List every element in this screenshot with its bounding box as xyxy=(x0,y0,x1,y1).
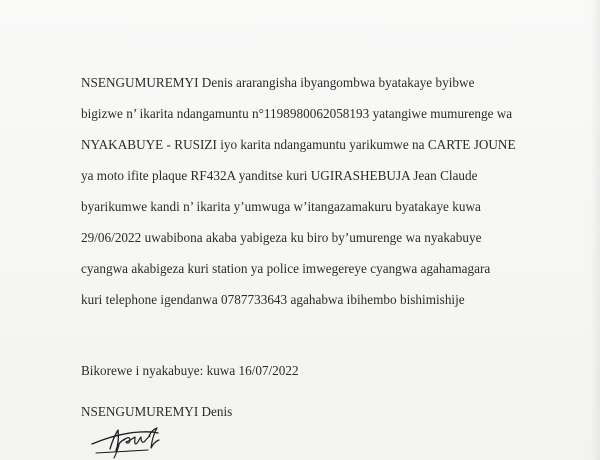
letter-body xyxy=(81,67,581,315)
letter-line: byarikumwe kandi n’ ikarita y’umwuga w’itangazamakuru byatakaye kuwa xyxy=(81,199,481,214)
closing-place-date: Bikorewe i nyakabuye: kuwa 16/07/2022 xyxy=(81,363,299,378)
letter-line: NSENGUMUREMYI Denis ararangisha ibyangombwa byatakaye byibwe xyxy=(81,75,475,90)
handwritten-signature xyxy=(88,418,178,460)
letter-line: 29/06/2022 uwabibona akaba yabigeza ku biro by’umurenge wa nyakabuye xyxy=(81,230,482,245)
letter-line: bigizwe n’ ikarita ndangamuntu n°1198980062058193 yatangiwe mumurenge wa xyxy=(81,106,513,121)
signer-name: NSENGUMUREMYI Denis xyxy=(81,404,233,419)
page-edge-shadow xyxy=(590,0,600,460)
letter-line: ya moto ifite plaque RF432A yanditse kuri UGIRASHEBUJA Jean Claude xyxy=(81,168,478,183)
letter-line: kuri telephone igendanwa 0787733643 agahabwa ibihembo bishimishije xyxy=(81,292,465,307)
letter-line: NYAKABUYE - RUSIZI iyo karita ndangamuntu yarikumwe na CARTE JOUNE xyxy=(81,137,516,152)
letter-line: cyangwa akabigeza kuri station ya police imwegereye cyangwa agahamagara xyxy=(81,261,491,276)
